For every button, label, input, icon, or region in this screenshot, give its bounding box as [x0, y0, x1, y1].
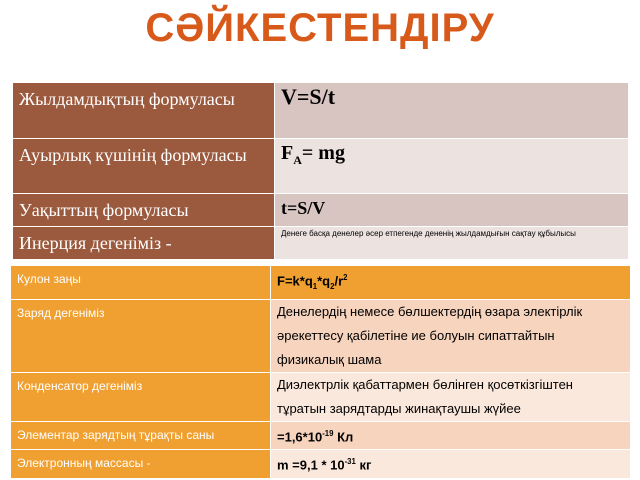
- formula-part: =1,6*10: [277, 429, 323, 445]
- table-row: [13, 227, 629, 260]
- formula-subscript: 1: [312, 281, 318, 291]
- formula-part: F: [281, 142, 294, 164]
- table-row: [11, 372, 631, 421]
- table-row: [11, 421, 631, 449]
- formula-subscript: A: [293, 153, 302, 167]
- formula-part: m =9,1 * 10: [277, 457, 345, 473]
- table-cell-definition[interactable]: Диэлектрлік қабаттармен бөлінген қосөткізгіштен тұратын зарядтарды жинақтаушы жүйее: [271, 372, 631, 421]
- table-cell-definition[interactable]: [271, 421, 631, 449]
- table-cell-definition[interactable]: V=S/t: [275, 83, 629, 139]
- table-cell-term[interactable]: Кулон заңы: [11, 266, 271, 300]
- formula-part: кг: [355, 457, 372, 473]
- table-row: [13, 194, 629, 227]
- formula-part: = mg: [301, 142, 345, 164]
- formula-part: Кл: [333, 429, 354, 445]
- table-cell-term[interactable]: Жылдамдықтың формуласы: [13, 83, 275, 139]
- formula-table: [12, 82, 629, 260]
- formula-superscript: -19: [322, 428, 334, 438]
- formula-part: /r: [334, 273, 344, 289]
- table-row: [13, 83, 629, 139]
- table-cell-definition[interactable]: Денеге басқа денелер әсер етпегенде дененің жылдамдығын сақтау құбылысы: [275, 227, 629, 260]
- table-cell-term[interactable]: Ауырлық күшінің формуласы: [13, 139, 275, 194]
- table-cell-term[interactable]: Инерция дегеніміз -: [13, 227, 275, 260]
- formula-part: *q: [317, 273, 331, 289]
- formula-superscript: 2: [343, 273, 348, 282]
- table-row: [13, 139, 629, 194]
- table-cell-term[interactable]: Элементар зарядтың тұрақты саны: [11, 421, 271, 449]
- table-cell-term[interactable]: Электронның массасы -: [11, 450, 271, 478]
- table-row: [11, 299, 631, 372]
- table-row: [11, 450, 631, 478]
- table-cell-definition[interactable]: [271, 266, 631, 300]
- table-cell-definition[interactable]: t=S/V: [275, 194, 629, 227]
- table-row: [11, 266, 631, 300]
- table-cell-term[interactable]: Конденсатор дегеніміз: [11, 372, 271, 421]
- table-cell-term[interactable]: Заряд дегеніміз: [11, 299, 271, 372]
- formula-part: F=k*q: [277, 273, 313, 289]
- formula-superscript: -31: [344, 457, 356, 467]
- table-cell-term[interactable]: Уақыттың формуласы: [13, 194, 275, 227]
- table-cell-definition[interactable]: [275, 139, 629, 194]
- page-title: СӘЙКЕСТЕНДІРУ: [145, 6, 495, 50]
- formula-subscript: 2: [330, 281, 335, 291]
- table-cell-definition[interactable]: Денелердің немесе бөлшектердің өзара электірлік әрекеттесу қабілетіне ие болуын сипаттайтын физикалық шама: [271, 299, 631, 372]
- physics-table: [10, 265, 631, 479]
- table-cell-definition[interactable]: [271, 450, 631, 478]
